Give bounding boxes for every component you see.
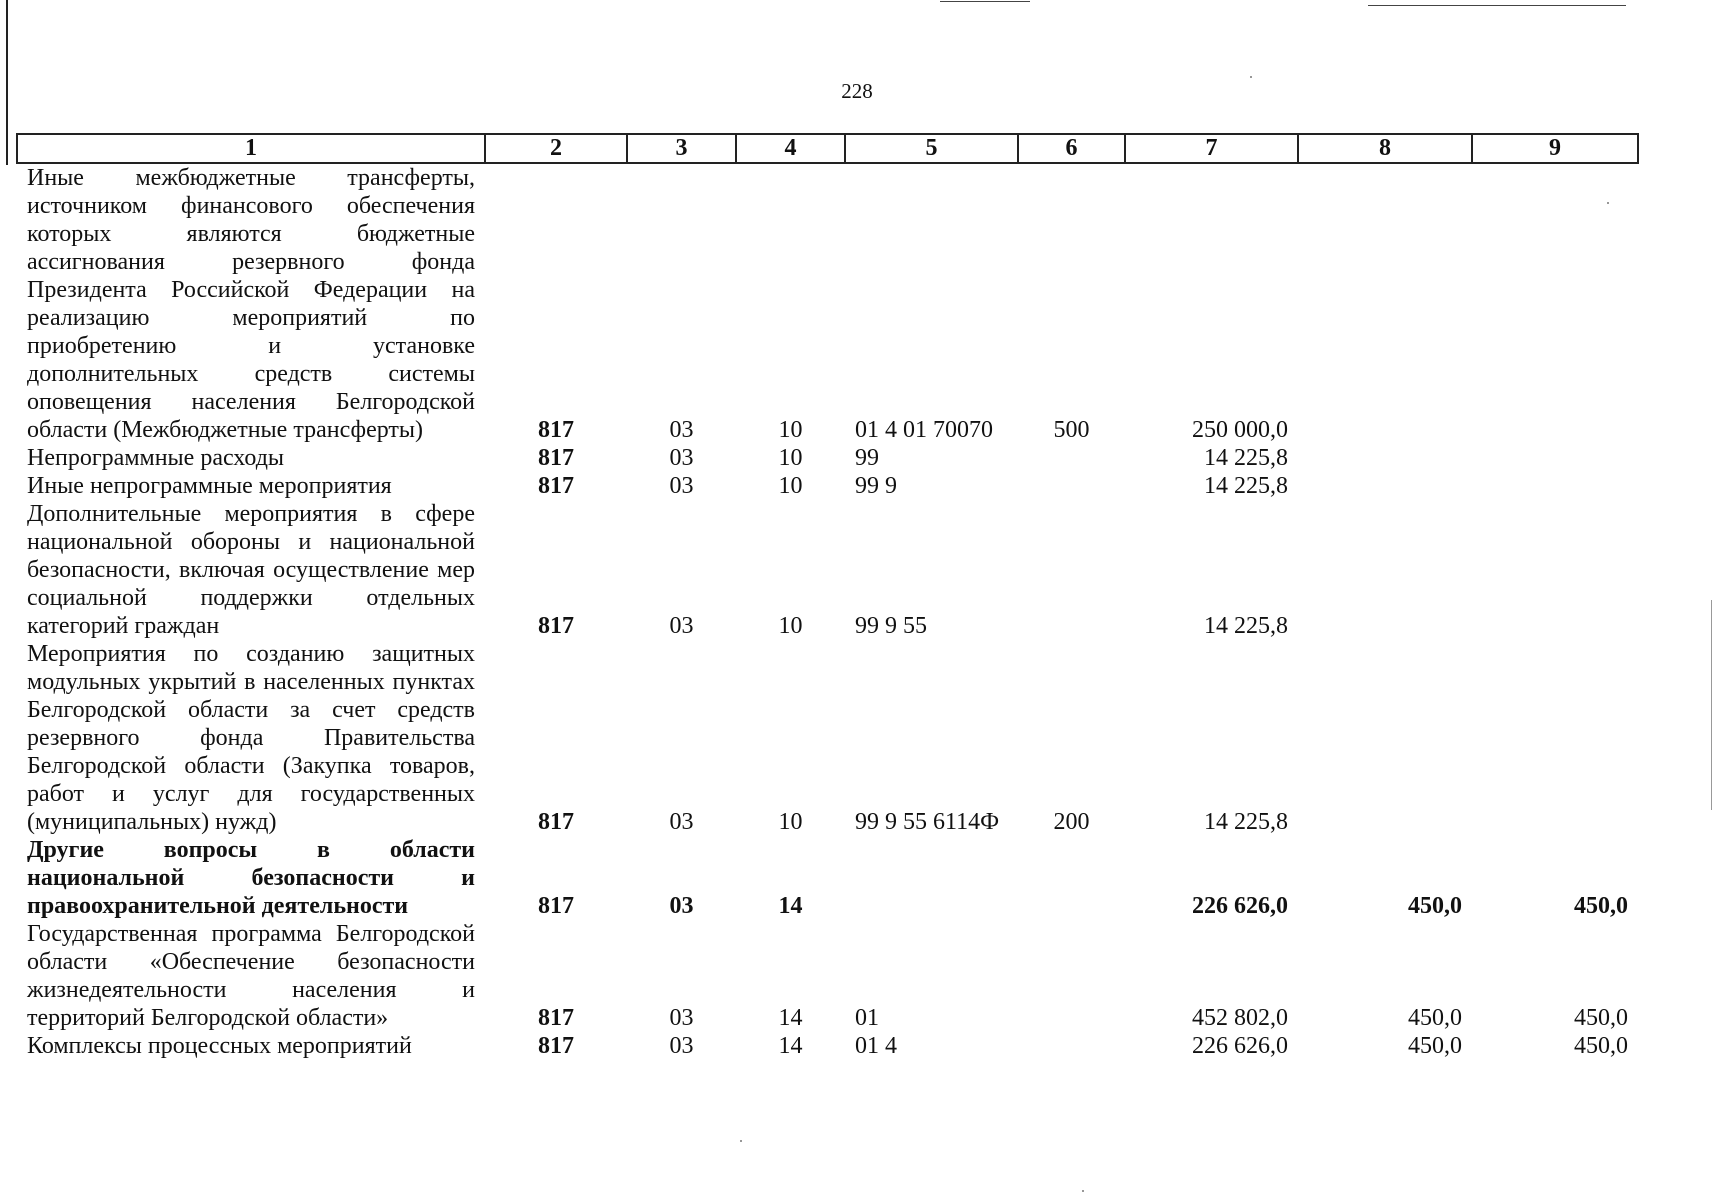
cell-col-8: 450,0 bbox=[1408, 893, 1462, 919]
column-header: 4 bbox=[736, 134, 845, 163]
column-header: 8 bbox=[1298, 134, 1472, 163]
cell-col-9 bbox=[1472, 640, 1638, 836]
cell-col-4: 10 bbox=[778, 417, 803, 443]
cell-col-5: 01 4 01 70070 bbox=[855, 417, 993, 443]
cell-col-3: 03 bbox=[669, 473, 694, 499]
cell-col-7: 250 000,0 bbox=[1192, 417, 1288, 443]
scan-artifact-dot bbox=[740, 1140, 742, 1142]
cell-col-9 bbox=[1472, 500, 1638, 640]
table-row bbox=[17, 640, 1638, 836]
cell-col-6: 500 bbox=[1053, 417, 1090, 443]
cell-col-9 bbox=[1472, 444, 1638, 472]
scan-artifact-dot bbox=[1250, 76, 1252, 78]
right-margin-rule bbox=[1711, 600, 1712, 810]
cell-col-7: 226 626,0 bbox=[1192, 1033, 1288, 1059]
cell-col-2: 817 bbox=[538, 1005, 574, 1031]
cell-col-8: 450,0 bbox=[1408, 1033, 1462, 1059]
budget-table bbox=[16, 133, 1639, 1060]
row-description: Государственная программа Белгородской области «Обеспечение безопасности жизнедеятельности населения и территорий Белгородской области» bbox=[27, 921, 475, 1031]
cell-col-7: 14 225,8 bbox=[1204, 613, 1288, 639]
cell-col-2: 817 bbox=[538, 893, 574, 919]
scan-artifact-line bbox=[940, 1, 1030, 2]
cell-col-8 bbox=[1298, 500, 1472, 640]
cell-col-3: 03 bbox=[669, 893, 694, 919]
cell-col-6 bbox=[1018, 836, 1125, 920]
cell-col-2: 817 bbox=[538, 445, 574, 471]
row-description: Непрограммные расходы bbox=[27, 445, 285, 471]
cell-col-5: 99 9 bbox=[855, 473, 897, 499]
cell-col-5: 01 bbox=[855, 1005, 879, 1031]
cell-col-4: 14 bbox=[778, 1005, 803, 1031]
table-body bbox=[17, 163, 1638, 1060]
cell-col-9: 450,0 bbox=[1574, 893, 1628, 919]
cell-col-7: 14 225,8 bbox=[1204, 473, 1288, 499]
cell-col-2: 817 bbox=[538, 613, 574, 639]
row-description: Другие вопросы в области национальной безопасности и правоохранительной деятельности bbox=[27, 837, 475, 919]
cell-col-2: 817 bbox=[538, 1033, 574, 1059]
cell-col-8 bbox=[1298, 472, 1472, 500]
table-row bbox=[17, 500, 1638, 640]
cell-col-4: 10 bbox=[778, 445, 803, 471]
column-header: 6 bbox=[1018, 134, 1125, 163]
page-number: 228 bbox=[841, 79, 873, 103]
row-description: Комплексы процессных мероприятий bbox=[27, 1033, 412, 1059]
table-row bbox=[17, 163, 1638, 444]
cell-col-6 bbox=[1018, 472, 1125, 500]
cell-col-8 bbox=[1298, 640, 1472, 836]
cell-col-2: 817 bbox=[538, 417, 574, 443]
column-header: 3 bbox=[627, 134, 736, 163]
table-row bbox=[17, 1032, 1638, 1060]
column-header: 5 bbox=[845, 134, 1018, 163]
table-row-section-total bbox=[17, 836, 1638, 920]
column-header: 9 bbox=[1472, 134, 1638, 163]
table-row bbox=[17, 444, 1638, 472]
cell-col-9: 450,0 bbox=[1574, 1005, 1628, 1031]
cell-col-7: 14 225,8 bbox=[1204, 809, 1288, 835]
row-description: Дополнительные мероприятия в сфере национальной обороны и национальной безопасности, включая осуществление мер социальной поддержки отдельных категорий граждан bbox=[27, 501, 475, 639]
cell-col-4: 10 bbox=[778, 473, 803, 499]
cell-col-3: 03 bbox=[669, 809, 694, 835]
cell-col-5 bbox=[845, 836, 1018, 920]
cell-col-5: 99 9 55 6114Ф bbox=[855, 809, 1000, 835]
table-row bbox=[17, 920, 1638, 1032]
column-header: 7 bbox=[1125, 134, 1298, 163]
row-description: Иные непрограммные мероприятия bbox=[27, 473, 392, 499]
cell-col-7: 452 802,0 bbox=[1192, 1005, 1288, 1031]
cell-col-7: 226 626,0 bbox=[1192, 893, 1288, 919]
row-description: Мероприятия по созданию защитных модульных укрытий в населенных пунктах Белгородской области за счет средств резервного фонда Правительства Белгородской области (Закупка товаров, работ и услуг для государственных (муниципальных) нужд) bbox=[27, 641, 475, 835]
cell-col-6 bbox=[1018, 500, 1125, 640]
cell-col-8: 450,0 bbox=[1408, 1005, 1462, 1031]
cell-col-5: 01 4 bbox=[855, 1033, 897, 1059]
table-header bbox=[17, 134, 1638, 163]
cell-col-2: 817 bbox=[538, 809, 574, 835]
cell-col-5: 99 bbox=[855, 445, 879, 471]
cell-col-3: 03 bbox=[669, 1033, 694, 1059]
cell-col-6: 200 bbox=[1053, 809, 1090, 835]
table-row bbox=[17, 472, 1638, 500]
cell-col-3: 03 bbox=[669, 613, 694, 639]
cell-col-4: 14 bbox=[778, 893, 803, 919]
scan-artifact-dot bbox=[1082, 1190, 1084, 1192]
cell-col-9 bbox=[1472, 472, 1638, 500]
cell-col-4: 10 bbox=[778, 809, 803, 835]
cell-col-8 bbox=[1298, 163, 1472, 444]
cell-col-3: 03 bbox=[669, 445, 694, 471]
column-header: 1 bbox=[17, 134, 485, 163]
cell-col-3: 03 bbox=[669, 1005, 694, 1031]
cell-col-6 bbox=[1018, 1032, 1125, 1060]
header-row bbox=[17, 134, 1638, 163]
cell-col-7: 14 225,8 bbox=[1204, 445, 1288, 471]
row-description: Иные межбюджетные трансферты, источником финансового обеспечения которых являются бюджетные ассигнования резервного фонда Президента Российской Федерации на реализацию мероприятий по приобретению и установке дополнительных средств системы оповещения населения Белгородской области (Межбюджетные трансферты) bbox=[27, 165, 475, 443]
cell-col-2: 817 bbox=[538, 473, 574, 499]
column-header: 2 bbox=[485, 134, 627, 163]
cell-col-6 bbox=[1018, 444, 1125, 472]
cell-col-4: 10 bbox=[778, 613, 803, 639]
cell-col-3: 03 bbox=[669, 417, 694, 443]
cell-col-9 bbox=[1472, 163, 1638, 444]
cell-col-9: 450,0 bbox=[1574, 1033, 1628, 1059]
cell-col-4: 14 bbox=[778, 1033, 803, 1059]
scan-artifact-line bbox=[1368, 5, 1626, 6]
cell-col-6 bbox=[1018, 920, 1125, 1032]
cell-col-5: 99 9 55 bbox=[855, 613, 927, 639]
cell-col-8 bbox=[1298, 444, 1472, 472]
